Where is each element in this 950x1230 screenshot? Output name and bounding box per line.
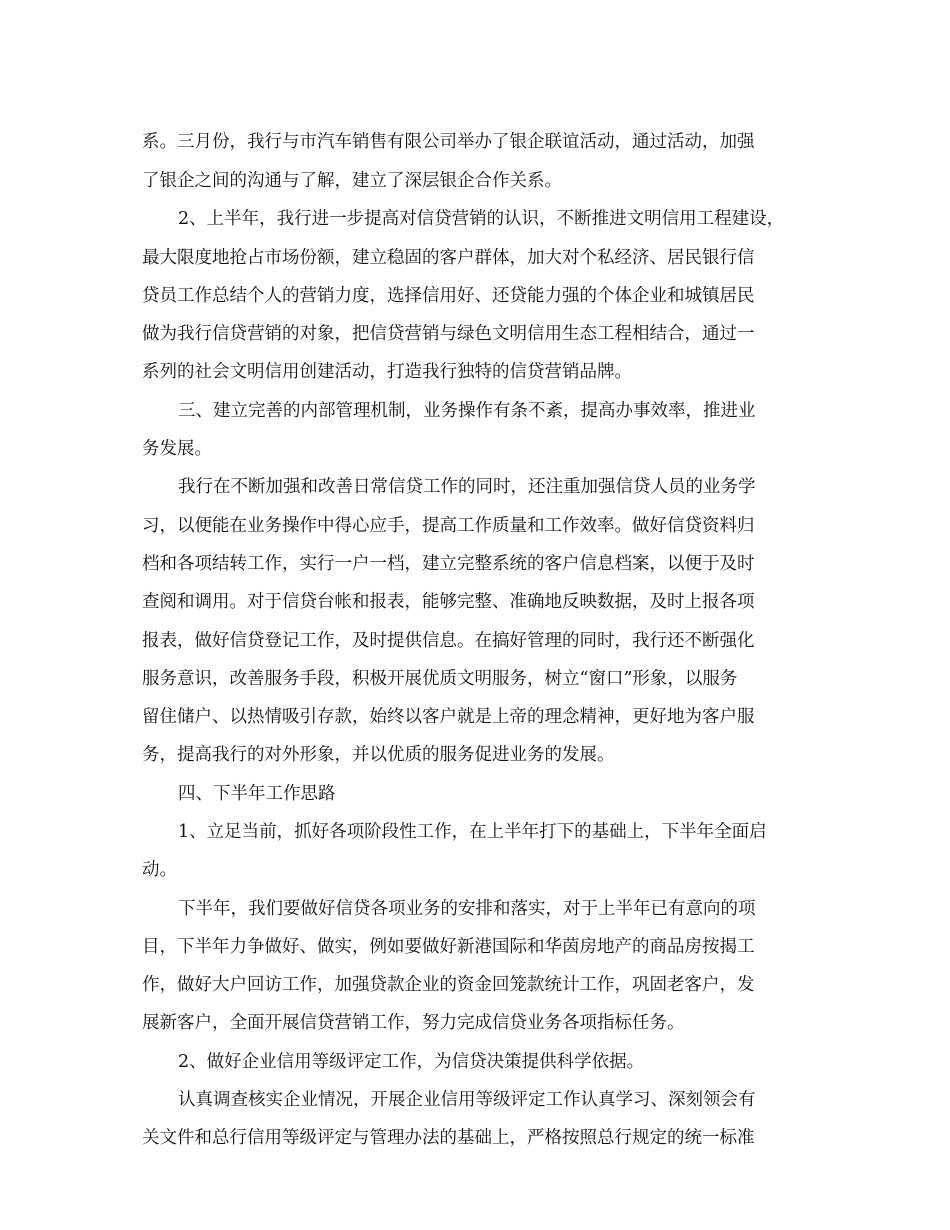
text-line: 务，提高我行的对外形象，并以优质的服务促进业务的发展。 — [142, 745, 615, 765]
text-line: 贷员工作总结个人的营销力度，选择信用好、还贷能力强的个体企业和城镇居民 — [142, 286, 755, 306]
text-line: 做为我行信贷营销的对象，把信贷营销与绿色文明信用生态工程相结合，通过一 — [142, 324, 755, 344]
text-line: 最大限度地抢占市场份额，建立稳固的客户群体，加大对个私经济、居民银行信 — [142, 248, 755, 268]
text-line: 2、做好企业信用等级评定工作，为信贷决策提供科学依据。 — [178, 1052, 645, 1072]
text-line: 服务意识，改善服务手段，积极开展优质文明服务，树立“窗口”形象，以服务 — [142, 669, 738, 689]
text-line: 1、立足当前，抓好各项阶段性工作，在上半年打下的基础上，下半年全面启 — [178, 822, 767, 842]
text-line: 作，做好大户回访工作，加强贷款企业的资金回笼款统计工作，巩固老客户，发 — [142, 975, 755, 995]
text-line: 目，下半年力争做好、做实，例如要做好新港国际和华茵房地产的商品房按揭工 — [142, 937, 755, 957]
text-line: 2、上半年，我行进一步提高对信贷营销的认识，不断推进文明信用工程建设， — [178, 209, 785, 229]
text-line: 留住储户、以热情吸引存款，始终以客户就是上帝的理念精神，更好地为客户服 — [142, 707, 755, 727]
text-line: 认真调查核实企业情况，开展企业信用等级评定工作认真学习、深刻领会有 — [178, 1090, 756, 1110]
text-line: 系列的社会文明信用创建活动，打造我行独特的信贷营销品牌。 — [142, 362, 632, 382]
text-line: 习，以便能在业务操作中得心应手，提高工作质量和工作效率。做好信贷资料归 — [142, 516, 755, 536]
text-line: 系。三月份，我行与市汽车销售有限公司举办了银企联谊活动，通过活动，加强 — [142, 132, 755, 152]
text-line: 报表，做好信贷登记工作，及时提供信息。在搞好管理的同时，我行还不断强化 — [142, 631, 755, 651]
text-line: 了银企之间的沟通与了解，建立了深层银企合作关系。 — [142, 171, 562, 191]
text-line: 务发展。 — [142, 439, 212, 459]
text-line: 四、下半年工作思路 — [178, 784, 336, 804]
text-line: 关文件和总行信用等级评定与管理办法的基础上，严格按照总行规定的统一标准 — [142, 1128, 755, 1148]
text-line: 查阅和调用。对于信贷台帐和报表，能够完整、准确地反映数据，及时上报各项 — [142, 592, 755, 612]
text-line: 下半年，我们要做好信贷各项业务的安排和落实，对于上半年已有意向的项 — [178, 899, 756, 919]
text-line: 三、建立完善的内部管理机制，业务操作有条不紊，提高办事效率，推进业 — [178, 401, 756, 421]
text-line: 档和各项结转工作，实行一户一档，建立完整系统的客户信息档案，以便于及时 — [142, 554, 755, 574]
text-line: 我行在不断加强和改善日常信贷工作的同时，还注重加强信贷人员的业务学 — [178, 477, 756, 497]
text-line: 动。 — [142, 860, 177, 880]
text-line: 展新客户，全面开展信贷营销工作，努力完成信贷业务各项指标任务。 — [142, 1013, 685, 1033]
